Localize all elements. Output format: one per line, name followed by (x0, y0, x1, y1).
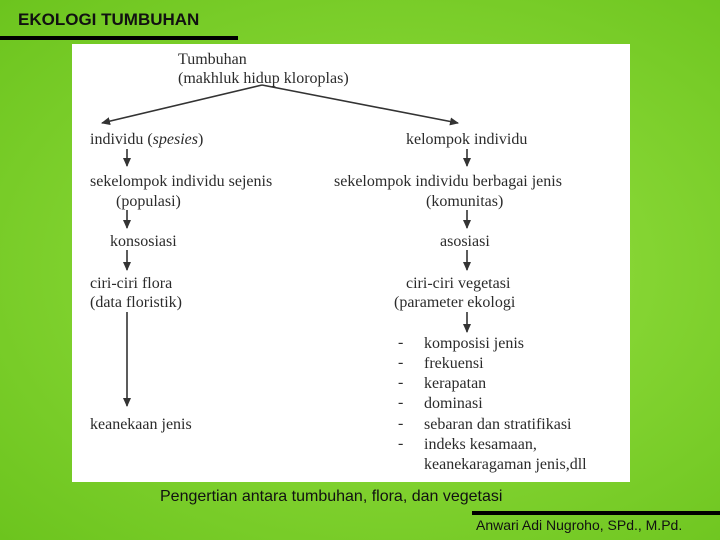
right-node-komunitas-line2: (komunitas) (426, 193, 504, 210)
footer-rule (472, 511, 720, 515)
arrow-root-to-left (102, 85, 262, 123)
author-footer: Anwari Adi Nugroho, SPd., M.Pd. (476, 517, 683, 533)
arrow-root-to-right (262, 85, 458, 123)
right-node-vegetasi-line2: (parameter ekologi (394, 294, 516, 311)
title-underline (0, 36, 238, 40)
right-node-asosiasi: asosiasi (440, 233, 490, 250)
list-bullet: - (398, 415, 404, 432)
list-bullet: - (398, 435, 404, 452)
left-node-individu: individu (spesies) (90, 131, 204, 148)
left-node-konsosiasi: konsosiasi (110, 233, 177, 250)
left-node-populasi-line2: (populasi) (116, 193, 181, 210)
right-node-kelompok: kelompok individu (406, 131, 528, 148)
left-node-flora-line2: (data floristik) (90, 294, 182, 311)
slide-title: EKOLOGI TUMBUHAN (18, 10, 200, 29)
list-item-sebaran: sebaran dan stratifikasi (424, 416, 572, 433)
list-item-indeks: indeks kesamaan, (424, 436, 537, 453)
root-node-line2: (makhluk hidup kloroplas) (178, 70, 349, 87)
right-node-komunitas-line1: sekelompok individu berbagai jenis (334, 173, 562, 190)
right-node-vegetasi-line1: ciri-ciri vegetasi (406, 275, 511, 292)
root-node-line1: Tumbuhan (178, 51, 247, 68)
left-node-keanekaan: keanekaan jenis (90, 416, 192, 433)
left-node-flora-line1: ciri-ciri flora (90, 275, 173, 292)
list-bullet: - (398, 354, 404, 371)
list-item-continuation: keanekaragaman jenis,dll (424, 456, 587, 473)
figure-caption: Pengertian antara tumbuhan, flora, dan vegetasi (160, 488, 503, 505)
list-item-frekuensi: frekuensi (424, 355, 484, 372)
left-node-populasi-line1: sekelompok individu sejenis (90, 173, 273, 190)
list-item-dominasi: dominasi (424, 395, 483, 412)
list-item-kerapatan: kerapatan (424, 375, 487, 392)
list-bullet: - (398, 394, 404, 411)
diagram-panel (72, 44, 630, 482)
list-bullet: - (398, 374, 404, 391)
list-item-komposisi: komposisi jenis (424, 335, 525, 352)
list-bullet: - (398, 334, 404, 351)
